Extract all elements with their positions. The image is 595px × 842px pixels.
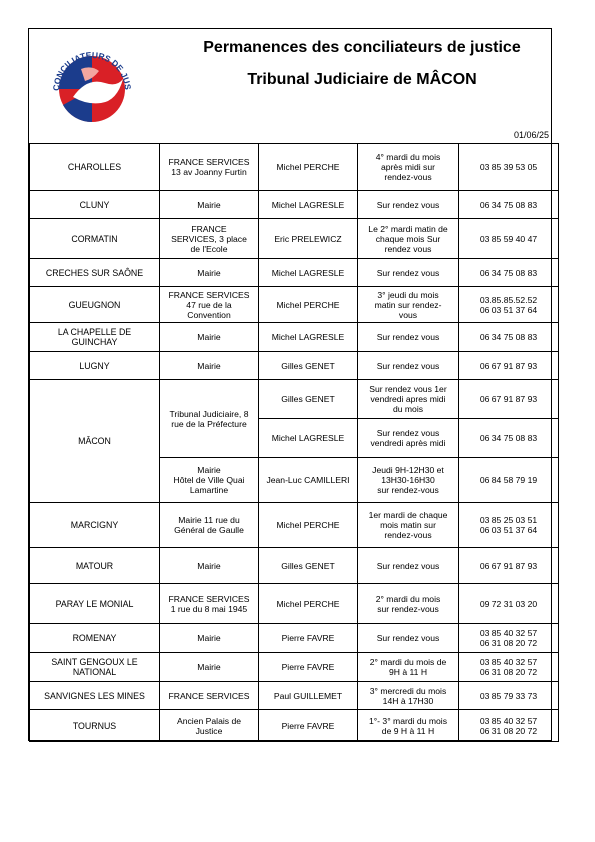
commune-cell: CRECHES SUR SAÔNE	[30, 259, 160, 287]
lieu-cell: FRANCE SERVICES 1 rue du 8 mai 1945	[160, 584, 259, 624]
table-row	[30, 380, 559, 419]
horaire-cell: Sur rendez vous	[358, 352, 459, 380]
conciliateur-cell: Michel PERCHE	[259, 503, 358, 548]
conciliateur-cell: Michel PERCHE	[259, 144, 358, 191]
commune-cell: CHAROLLES	[30, 144, 160, 191]
conciliateur-cell: Michel PERCHE	[259, 287, 358, 323]
permanences-table	[29, 143, 559, 742]
table-row	[30, 352, 559, 380]
table-row	[30, 259, 559, 287]
lieu-cell: Mairie	[160, 653, 259, 682]
telephone-cell: 03 85 40 32 57 06 31 08 20 72	[459, 653, 559, 682]
table-row	[30, 624, 559, 653]
table-row	[30, 144, 559, 191]
commune-cell: LUGNY	[30, 352, 160, 380]
conciliateur-cell: Eric PRELEWICZ	[259, 219, 358, 259]
conciliateur-cell: Gilles GENET	[259, 548, 358, 584]
commune-cell: GUEUGNON	[30, 287, 160, 323]
horaire-cell: 4° mardi du mois après midi sur rendez-vous	[358, 144, 459, 191]
horaire-cell: 1er mardi de chaque mois matin sur rendez-vous	[358, 503, 459, 548]
commune-cell: CORMATIN	[30, 219, 160, 259]
commune-cell: ROMENAY	[30, 624, 160, 653]
horaire-cell: 1°- 3° mardi du mois de 9 H à 11 H	[358, 710, 459, 742]
telephone-cell: 03 85 40 32 57 06 31 08 20 72	[459, 624, 559, 653]
telephone-cell: 06 84 58 79 19	[459, 458, 559, 503]
lieu-cell: Mairie	[160, 548, 259, 584]
telephone-cell: 09 72 31 03 20	[459, 584, 559, 624]
horaire-cell: Sur rendez vous	[358, 259, 459, 287]
telephone-cell: 06 34 75 08 83	[459, 259, 559, 287]
conciliateur-cell: Gilles GENET	[259, 352, 358, 380]
page-title: Permanences des conciliateurs de justice	[203, 39, 521, 56]
lieu-cell: FRANCE SERVICES 47 rue de la Convention	[160, 287, 259, 323]
commune-cell: TOURNUS	[30, 710, 160, 742]
table-row	[30, 682, 559, 710]
horaire-cell: Sur rendez vous	[358, 323, 459, 352]
page-subtitle: Tribunal Judiciaire de MÂCON	[247, 71, 477, 88]
horaire-cell: Sur rendez vous	[358, 548, 459, 584]
telephone-cell: 06 67 91 87 93	[459, 380, 559, 419]
conciliateur-cell: Michel PERCHE	[259, 584, 358, 624]
document-date: 01/06/25	[513, 130, 549, 140]
conciliateur-cell: Michel LAGRESLE	[259, 323, 358, 352]
horaire-cell: Le 2° mardi matin de chaque mois Sur rendez vous	[358, 219, 459, 259]
conciliateur-cell: Michel LAGRESLE	[259, 191, 358, 219]
commune-cell: MATOUR	[30, 548, 160, 584]
telephone-cell: 03 85 40 32 57 06 31 08 20 72	[459, 710, 559, 742]
telephone-cell: 06 67 91 87 93	[459, 352, 559, 380]
lieu-cell: Mairie	[160, 352, 259, 380]
commune-cell: MARCIGNY	[30, 503, 160, 548]
lieu-cell: FRANCE SERVICES	[160, 682, 259, 710]
lieu-cell: Mairie	[160, 624, 259, 653]
conciliateur-cell: Jean-Luc CAMILLERI	[259, 458, 358, 503]
table-row	[30, 323, 559, 352]
horaire-cell: Jeudi 9H-12H30 et 13H30-16H30 sur rendez-vous	[358, 458, 459, 503]
telephone-cell: 06 34 75 08 83	[459, 323, 559, 352]
commune-cell: SAINT GENGOUX LE NATIONAL	[30, 653, 160, 682]
horaire-cell: Sur rendez vous	[358, 624, 459, 653]
table-row	[30, 653, 559, 682]
conciliateur-cell: Michel LAGRESLE	[259, 419, 358, 458]
conciliateur-cell: Michel LAGRESLE	[259, 259, 358, 287]
conciliateurs-logo	[43, 39, 141, 135]
commune-cell: CLUNY	[30, 191, 160, 219]
lieu-cell: Mairie 11 rue du Général de Gaulle	[160, 503, 259, 548]
horaire-cell: Sur rendez vous 1er vendredi apres midi du mois	[358, 380, 459, 419]
conciliateur-cell: Pierre FAVRE	[259, 710, 358, 742]
lieu-cell: Mairie	[160, 191, 259, 219]
table-row	[30, 287, 559, 323]
telephone-cell: 03 85 79 33 73	[459, 682, 559, 710]
telephone-cell: 03 85 25 03 51 06 03 51 37 64	[459, 503, 559, 548]
horaire-cell: Sur rendez vous vendredi après midi	[358, 419, 459, 458]
lieu-cell: Tribunal Judiciaire, 8 rue de la Préfecture	[160, 380, 259, 458]
telephone-cell: 06 34 75 08 83	[459, 191, 559, 219]
lieu-cell: Ancien Palais de Justice	[160, 710, 259, 742]
conciliateur-cell: Gilles GENET	[259, 380, 358, 419]
horaire-cell: 2° mardi du mois de 9H à 11 H	[358, 653, 459, 682]
table-row	[30, 710, 559, 742]
telephone-cell: 03 85 39 53 05	[459, 144, 559, 191]
horaire-cell: Sur rendez vous	[358, 191, 459, 219]
table-row	[30, 548, 559, 584]
lieu-cell: Mairie Hôtel de Ville Quai Lamartine	[160, 458, 259, 503]
lieu-cell: Mairie	[160, 323, 259, 352]
header	[29, 29, 551, 143]
commune-cell: SANVIGNES LES MINES	[30, 682, 160, 710]
horaire-cell: 3° mercredi du mois 14H à 17H30	[358, 682, 459, 710]
horaire-cell: 2° mardi du mois sur rendez-vous	[358, 584, 459, 624]
table-row	[30, 584, 559, 624]
telephone-cell: 03 85 59 40 47	[459, 219, 559, 259]
conciliateur-cell: Paul GUILLEMET	[259, 682, 358, 710]
document-frame	[28, 28, 552, 741]
table-row	[30, 191, 559, 219]
telephone-cell: 03.85.85.52.52 06 03 51 37 64	[459, 287, 559, 323]
lieu-cell: FRANCE SERVICES, 3 place de l'Ecole	[160, 219, 259, 259]
telephone-cell: 06 34 75 08 83	[459, 419, 559, 458]
lieu-cell: Mairie	[160, 259, 259, 287]
lieu-cell: FRANCE SERVICES 13 av Joanny Furtin	[160, 144, 259, 191]
svg-text:CONCILIATEURS DE JUSTICE: CONCILIATEURS DE JUS	[50, 49, 134, 92]
telephone-cell: 06 67 91 87 93	[459, 548, 559, 584]
conciliateur-cell: Pierre FAVRE	[259, 624, 358, 653]
table-row	[30, 219, 559, 259]
commune-cell: LA CHAPELLE DE GUINCHAY	[30, 323, 160, 352]
table-row	[30, 503, 559, 548]
horaire-cell: 3° jeudi du mois matin sur rendez- vous	[358, 287, 459, 323]
commune-cell: MÂCON	[30, 380, 160, 503]
commune-cell: PARAY LE MONIAL	[30, 584, 160, 624]
conciliateur-cell: Pierre FAVRE	[259, 653, 358, 682]
